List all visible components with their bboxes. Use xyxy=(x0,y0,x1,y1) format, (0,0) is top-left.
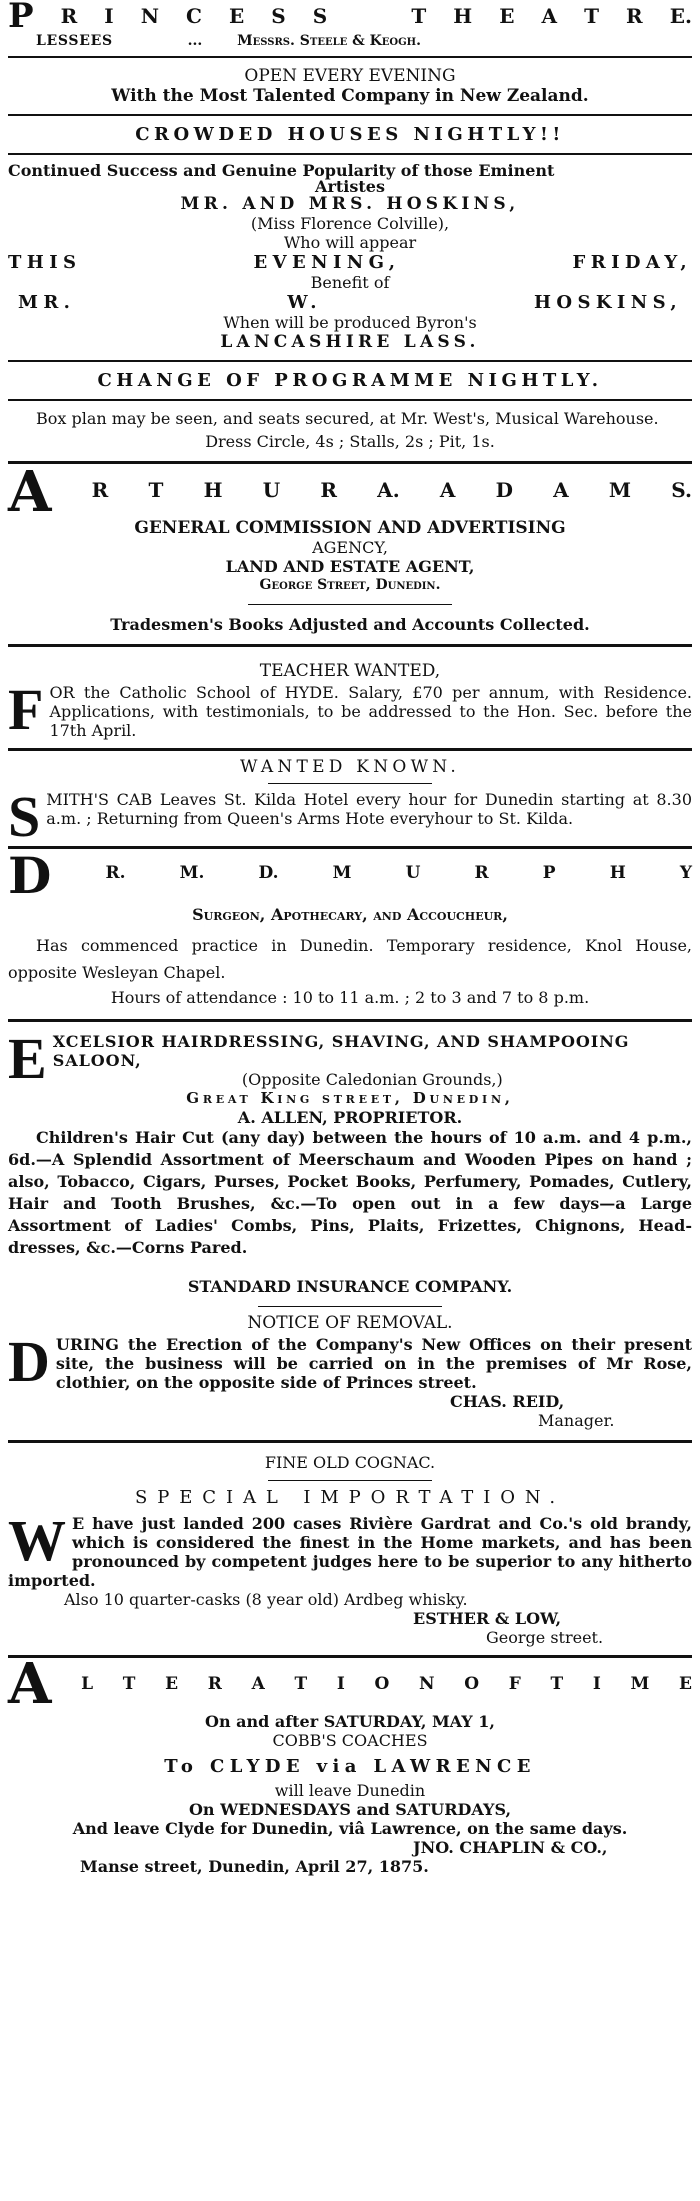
alteration-initial: A xyxy=(8,1651,52,1717)
hoskins-word: W. xyxy=(287,292,322,313)
wednesdays-saturdays: On WEDNESDAYS and SATURDAYS, xyxy=(188,1800,512,1819)
excelsior-title: XCELSIOR HAIRDRESSING, SHAVING, AND SHAMPOOING SALOON, xyxy=(52,1032,630,1070)
header-letter: M xyxy=(332,863,352,883)
cognac-ad xyxy=(8,1443,692,1647)
header-letter: A xyxy=(251,1674,265,1694)
header-letter: E. xyxy=(669,4,692,28)
header-letter: S. xyxy=(671,478,692,502)
ardbeg-whisky: Also 10 quarter-casks (8 year old) Ardbeg whisky. xyxy=(64,1590,468,1609)
benefit-of: Benefit of xyxy=(310,273,390,292)
jno-chaplin: JNO. CHAPLIN & CO., xyxy=(413,1838,608,1857)
manse-street-date: Manse street, Dunedin, April 27, 1875. xyxy=(80,1857,429,1876)
surgeon-line: Surgeon, Apothecary, and Accoucheur, xyxy=(192,905,508,924)
short-divider xyxy=(268,1480,432,1481)
header-letter: I xyxy=(592,1674,601,1694)
murphy-initial: D xyxy=(8,846,52,905)
header-letter: A xyxy=(541,4,558,28)
header-letter: H xyxy=(453,4,473,28)
standard-body xyxy=(8,1329,692,1394)
header-letter: U xyxy=(262,478,281,502)
wanted-body xyxy=(8,784,692,849)
header-letter: S xyxy=(312,4,328,28)
continued-success: Continued Success and Genuine Popularity of those Eminent xyxy=(8,161,555,180)
notice-removal: NOTICE OF REMOVAL. xyxy=(247,1313,453,1333)
princess-theatre-ad xyxy=(8,0,692,451)
teacher-drop-cap: F xyxy=(8,677,44,742)
teacher-body xyxy=(8,677,692,742)
evening-word: FRIDAY, xyxy=(572,252,692,273)
header-letter: P xyxy=(542,863,556,883)
header-letter: E xyxy=(165,1674,179,1694)
chas-reid: CHAS. REID, xyxy=(450,1392,565,1411)
header-letter: R xyxy=(60,4,78,28)
header-letter: O xyxy=(374,1674,390,1694)
evening-word: THIS xyxy=(8,252,82,273)
evening-word: EVENING, xyxy=(253,252,401,273)
alteration-ad xyxy=(8,1651,692,1876)
florence-colville: (Miss Florence Colville), xyxy=(250,214,450,233)
on-and-after: On and after SATURDAY, MAY 1, xyxy=(205,1712,495,1731)
cognac-drop-cap: W xyxy=(8,1508,66,1573)
cognac-title: FINE OLD COGNAC. xyxy=(264,1453,436,1472)
short-divider xyxy=(268,783,432,784)
adams-header xyxy=(8,459,692,525)
crowded-houses: CROWDED HOUSES NIGHTLY!! xyxy=(135,124,565,145)
excelsior-body: Children's Hair Cut (any day) between the hours of 10 a.m. and 4 p.m., 6d.—A Splendid Assortment of Meerschaum and Wooden Pipes on hand ; also, Tobacco, Cigars, Purses, Pocket Books, Perfumery, Pomades, Cutlery, Hair and Tooth Brushes, &c.—To open out in a few days—a Large Assortment of Ladies' Combs, Pins, Plaits, Frizettes, Chignons, Head-dresses, &c.—Corns Pared. xyxy=(8,1128,692,1257)
header-letter: R xyxy=(91,478,109,502)
header-letter: T xyxy=(550,1674,564,1694)
header-letter: L xyxy=(81,1674,94,1694)
header-letter: F xyxy=(508,1674,521,1694)
header-letter: M. xyxy=(179,863,205,883)
header-letter: U xyxy=(405,863,421,883)
box-plan: Box plan may be seen, and seats secured, at Mr. West's, Musical Warehouse. xyxy=(36,409,659,428)
hours-attendance: Hours of attendance : 10 to 11 a.m. ; 2 to 3 and 7 to 8 p.m. xyxy=(110,988,590,1007)
this-evening-friday xyxy=(8,252,692,273)
header-letter: D xyxy=(495,478,513,502)
who-will-appear: Who will appear xyxy=(283,233,417,252)
header-letter: D. xyxy=(258,863,279,883)
alteration-header xyxy=(8,1651,692,1717)
byrons-line: When will be produced Byron's xyxy=(223,313,477,332)
wanted-text: MITH'S CAB Leaves St. Kilda Hotel every hour for Dunedin starting at 8.30 a.m. ; Returning from Queen's Arms Hote everyhour to St. Kilda. xyxy=(46,790,692,828)
header-letter: R xyxy=(474,863,489,883)
cobbs-coaches: COBB'S COACHES xyxy=(272,1731,428,1750)
princess-header-initial: P xyxy=(8,0,34,36)
lessees-dots: ... xyxy=(187,33,203,49)
land-estate: LAND AND ESTATE AGENT, xyxy=(225,557,475,576)
header-letter: C xyxy=(186,4,202,28)
change-of-programme: CHANGE OF PROGRAMME NIGHTLY. xyxy=(97,370,603,391)
newspaper-column xyxy=(8,0,692,1876)
header-letter: N xyxy=(418,1674,435,1694)
cognac-text: E have just landed 200 cases Rivière Gardrat and Co.'s old brandy, which is considered the finest in the Home markets, and has been pronounced by competent judges here to be superior to any hitherto imported. xyxy=(8,1514,692,1590)
header-letter: R xyxy=(320,478,337,502)
header-letter: T xyxy=(148,478,164,502)
talented-company: With the Most Talented Company in New Zealand. xyxy=(111,86,589,106)
header-letter: T xyxy=(584,4,599,28)
agency: AGENCY, xyxy=(312,538,388,557)
divider xyxy=(8,56,692,58)
header-letter: E xyxy=(229,4,245,28)
excelsior-ad xyxy=(8,1022,692,1259)
to-clyde: To CLYDE via LAWRENCE xyxy=(164,1756,536,1777)
header-letter: R. xyxy=(105,863,126,883)
header-letter: M xyxy=(630,1674,650,1694)
header-letter: A. xyxy=(377,478,400,502)
adams-ad xyxy=(8,459,692,634)
tradesmen-books: Tradesmen's Books Adjusted and Accounts Collected. xyxy=(110,615,590,634)
will-leave: will leave Dunedin xyxy=(274,1781,426,1800)
open-every-evening: OPEN EVERY EVENING xyxy=(244,66,456,86)
header-letter: R xyxy=(207,1674,222,1694)
hoskins-word: MR. xyxy=(18,292,76,313)
wanted-known-ad xyxy=(8,751,692,849)
special-importation: SPECIAL IMPORTATION. xyxy=(134,1487,565,1508)
divider xyxy=(8,360,692,362)
header-letter: T xyxy=(411,4,427,28)
divider xyxy=(8,114,692,116)
standard-title: STANDARD INSURANCE COMPANY. xyxy=(187,1277,513,1296)
manager: Manager. xyxy=(538,1411,615,1430)
excelsior-drop-cap: E xyxy=(8,1026,47,1091)
header-letter: A xyxy=(439,478,456,502)
teacher-text: OR the Catholic School of HYDE. Salary, £70 per annum, with Residence. Applications, with testimonials, to be addressed to the Hon. Sec. before the 17th April. xyxy=(49,683,692,740)
header-letter: A xyxy=(553,478,569,502)
header-letter: I xyxy=(336,1674,345,1694)
header-letter: S xyxy=(271,4,286,28)
header-letter: E xyxy=(678,1674,692,1694)
great-king-street: Great King street, Dunedin, xyxy=(186,1089,514,1107)
wanted-drop-cap: S xyxy=(8,784,41,849)
prices: Dress Circle, 4s ; Stalls, 2s ; Pit, 1s. xyxy=(205,432,495,451)
esther-low: ESTHER & LOW, xyxy=(413,1609,562,1628)
murphy-header xyxy=(8,846,692,905)
header-letter: T xyxy=(122,1674,136,1694)
mr-w-hoskins xyxy=(8,292,692,313)
teacher-title: TEACHER WANTED, xyxy=(259,661,441,681)
adams-address: George Street, Dunedin. xyxy=(259,577,441,593)
header-letter: E xyxy=(499,4,515,28)
standard-insurance-ad xyxy=(8,1271,692,1430)
header-letter: I xyxy=(104,4,114,28)
teacher-ad xyxy=(8,647,692,740)
short-divider xyxy=(258,1306,442,1307)
header-letter: R xyxy=(626,4,643,28)
header-letter: O xyxy=(464,1674,480,1694)
header-letter: Y xyxy=(679,863,692,883)
divider xyxy=(8,153,692,155)
standard-text: URING the Erection of the Company's New Offices on their present site, the business will be carried on in the premises of Mr Rose, clothier, on the opposite side of Princes street. xyxy=(55,1335,692,1392)
lancashire-lass: LANCASHIRE LASS. xyxy=(220,332,480,352)
standard-drop-cap: D xyxy=(8,1329,50,1394)
lessees-names: Messrs. Steele & Keogh. xyxy=(237,33,421,49)
caledonian: (Opposite Caledonian Grounds,) xyxy=(241,1070,503,1089)
header-letter: H xyxy=(203,478,223,502)
princess-header xyxy=(8,0,692,36)
hoskins-names: MR. AND MRS. HOSKINS, xyxy=(180,194,520,214)
leave-clyde: And leave Clyde for Dunedin, viâ Lawrence, on the same days. xyxy=(72,1819,628,1838)
murphy-ad xyxy=(8,846,692,1007)
header-letter: N xyxy=(140,4,159,28)
commenced-practice: Has commenced practice in Dunedin. Temporary residence, Knol House, opposite Wesleyan Chapel. xyxy=(8,936,692,982)
header-letter: M xyxy=(608,478,632,502)
header-letter: H xyxy=(609,863,626,883)
artistes: Artistes xyxy=(315,177,385,196)
adams-initial: A xyxy=(8,459,52,525)
header-letter: T xyxy=(294,1674,308,1694)
short-divider xyxy=(248,604,452,605)
wanted-title: WANTED KNOWN. xyxy=(240,757,460,777)
cognac-body xyxy=(8,1508,692,1590)
allen-proprietor: A. ALLEN, PROPRIETOR. xyxy=(237,1108,463,1127)
lessees-label: LESSEES xyxy=(36,33,113,49)
general-commission: GENERAL COMMISSION AND ADVERTISING xyxy=(134,518,566,538)
hoskins-word: HOSKINS, xyxy=(533,292,682,313)
divider xyxy=(8,399,692,401)
george-street: George street. xyxy=(486,1628,604,1647)
lessees-line xyxy=(36,32,692,50)
